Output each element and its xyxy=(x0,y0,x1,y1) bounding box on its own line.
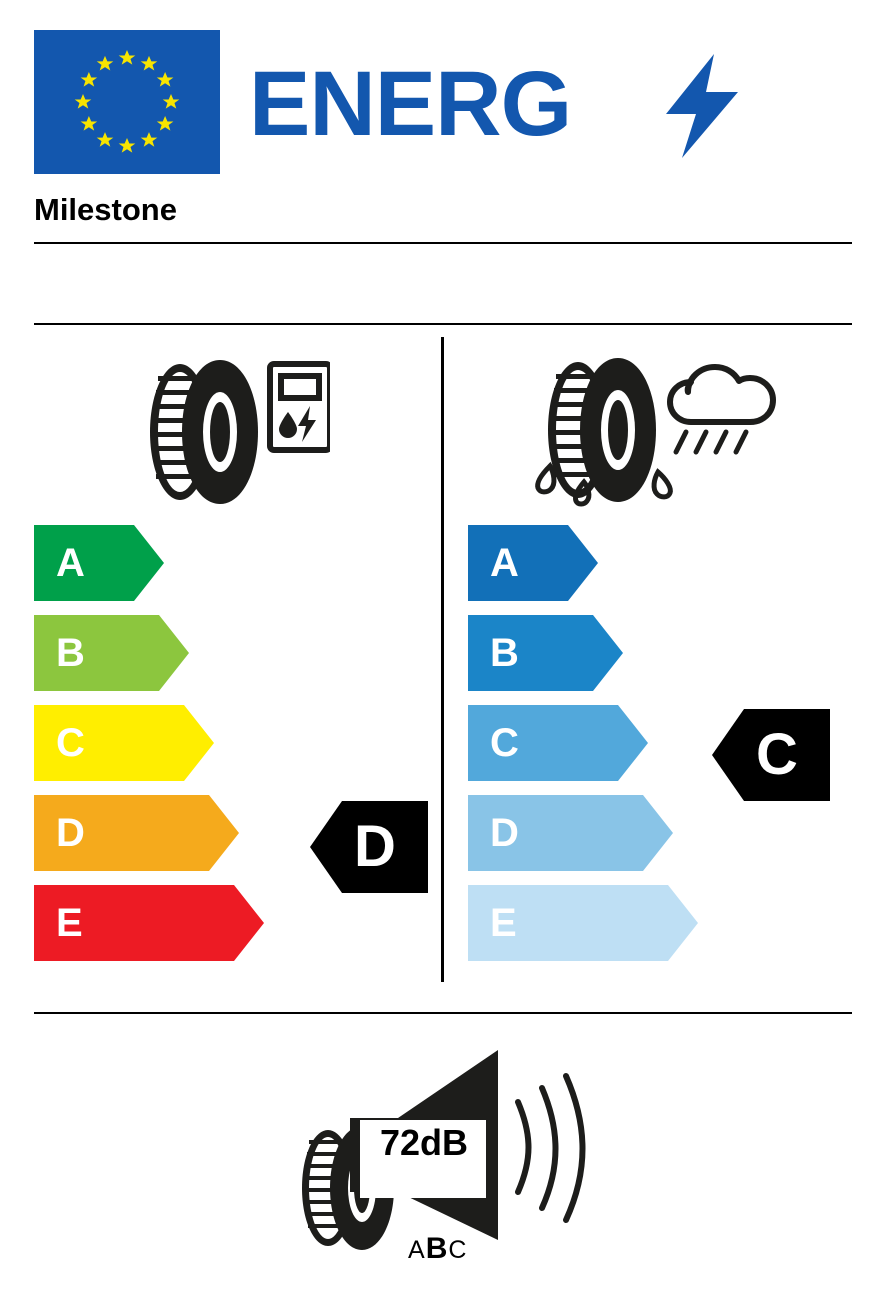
fuel-selected-marker xyxy=(310,793,428,901)
tyre-rain-cloud-icon xyxy=(530,348,780,516)
grade-label: E xyxy=(490,901,517,945)
eu-flag-icon xyxy=(34,30,220,174)
lightning-bolt-icon xyxy=(662,54,742,158)
grade-label: D xyxy=(56,811,85,855)
grade-arrow-c xyxy=(34,705,214,781)
grade-label: E xyxy=(56,901,83,945)
wet-arrow-d xyxy=(468,795,673,871)
grade-label: C xyxy=(490,721,519,765)
wet-arrow-b xyxy=(468,615,623,691)
wet-selected-marker xyxy=(712,701,830,809)
noise-section xyxy=(290,1040,610,1270)
divider-bottom xyxy=(34,1012,852,1014)
noise-value: 72dB xyxy=(379,1122,469,1163)
fuel-selected-grade: D xyxy=(354,814,396,879)
tyre-fuel-pump-icon xyxy=(120,350,330,515)
wet-arrow-a xyxy=(468,525,598,601)
noise-class-b-selected: B xyxy=(425,1232,449,1265)
wet-arrow-e xyxy=(468,885,698,961)
divider-vertical xyxy=(441,337,444,982)
brand-name: Milestone xyxy=(34,192,177,227)
grade-arrow-a xyxy=(34,525,164,601)
divider-second xyxy=(34,323,852,325)
grade-label: C xyxy=(56,721,85,765)
grade-arrow-b xyxy=(34,615,189,691)
grade-label: B xyxy=(490,631,519,675)
grade-label: B xyxy=(56,631,85,675)
grade-label: A xyxy=(56,541,85,585)
noise-class-a: A xyxy=(408,1236,426,1264)
grade-label: A xyxy=(490,541,519,585)
noise-class-scale xyxy=(408,1232,467,1266)
grade-arrow-d xyxy=(34,795,239,871)
grade-arrow-e xyxy=(34,885,264,961)
divider-top xyxy=(34,242,852,244)
wet-selected-grade: C xyxy=(756,722,798,787)
label-header xyxy=(34,30,852,174)
noise-class-c: C xyxy=(448,1236,468,1264)
grade-label: D xyxy=(490,811,519,855)
wet-arrow-c xyxy=(468,705,648,781)
energy-wordmark: ENERG xyxy=(249,53,572,155)
eu-stars-icon xyxy=(34,30,220,174)
